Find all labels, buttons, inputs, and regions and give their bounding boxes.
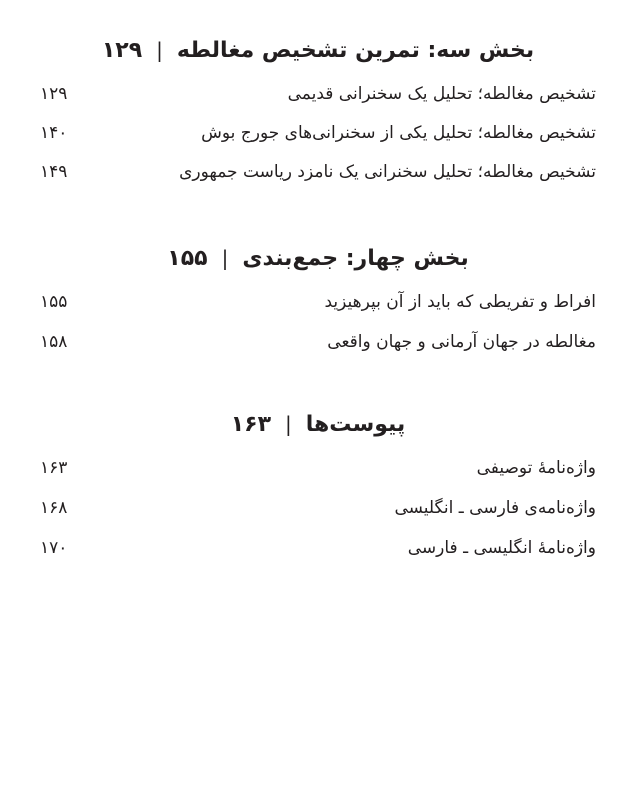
toc-entry-title: واژه‌نامهٔ توصیفی <box>476 458 596 478</box>
section-title: بخش چهار: جمع‌بندی <box>242 245 469 271</box>
heading-separator: | <box>221 246 229 270</box>
toc-entry[interactable] <box>40 528 596 568</box>
toc-entry-page: ۱۶۸ <box>40 498 68 518</box>
toc-entry[interactable] <box>40 74 596 113</box>
toc-entry-page: ۱۵۸ <box>40 332 68 352</box>
toc-entry[interactable] <box>40 152 596 191</box>
section-page-number: ۱۶۳ <box>230 411 272 437</box>
section-page-number: ۱۲۹ <box>101 37 143 63</box>
toc-entry[interactable] <box>40 488 596 528</box>
section-heading <box>40 238 596 278</box>
toc-entry-page: ۱۲۹ <box>40 83 68 104</box>
toc-section-appendices <box>40 404 596 568</box>
toc-entry[interactable] <box>40 113 596 152</box>
heading-separator: | <box>285 412 292 436</box>
toc-entry-title: تشخیص مغالطه؛ تحلیل سخنرانی یک نامزد ریاست جمهوری <box>179 161 596 182</box>
toc-entry-page: ۱۶۳ <box>40 458 68 478</box>
section-page-number: ۱۵۵ <box>167 245 208 271</box>
toc-entry-title: مغالطه در جهان آرمانی و جهان واقعی <box>327 332 596 352</box>
section-heading <box>40 404 596 444</box>
toc-entry[interactable] <box>40 322 596 362</box>
toc-section-part-four <box>40 238 596 362</box>
toc-entry[interactable] <box>40 282 596 322</box>
section-title: بخش سه: تمرین تشخیص مغالطه <box>176 37 535 63</box>
section-heading <box>40 30 596 70</box>
toc-entry-page: ۱۵۵ <box>40 292 68 312</box>
toc-entry-title: تشخیص مغالطه؛ تحلیل یکی از سخنرانی‌های جورج بوش <box>201 122 596 143</box>
toc-entry-title: واژه‌نامه‌ی فارسی ـ انگلیسی <box>394 498 596 518</box>
toc-section-part-three <box>40 30 596 191</box>
toc-entry-page: ۱۴۰ <box>40 122 68 143</box>
section-title: پیوست‌ها <box>305 411 406 437</box>
heading-separator: | <box>156 38 163 62</box>
toc-entry-title: تشخیص مغالطه؛ تحلیل یک سخنرانی قدیمی <box>287 83 596 104</box>
toc-entry[interactable] <box>40 448 596 488</box>
toc-entry-title: واژه‌نامهٔ انگلیسی ـ فارسی <box>407 538 596 558</box>
toc-entry-title: افراط و تفریطی که باید از آن بپرهیزید <box>324 292 596 312</box>
toc-entry-page: ۱۷۰ <box>40 538 68 558</box>
toc-entry-page: ۱۴۹ <box>40 161 68 182</box>
